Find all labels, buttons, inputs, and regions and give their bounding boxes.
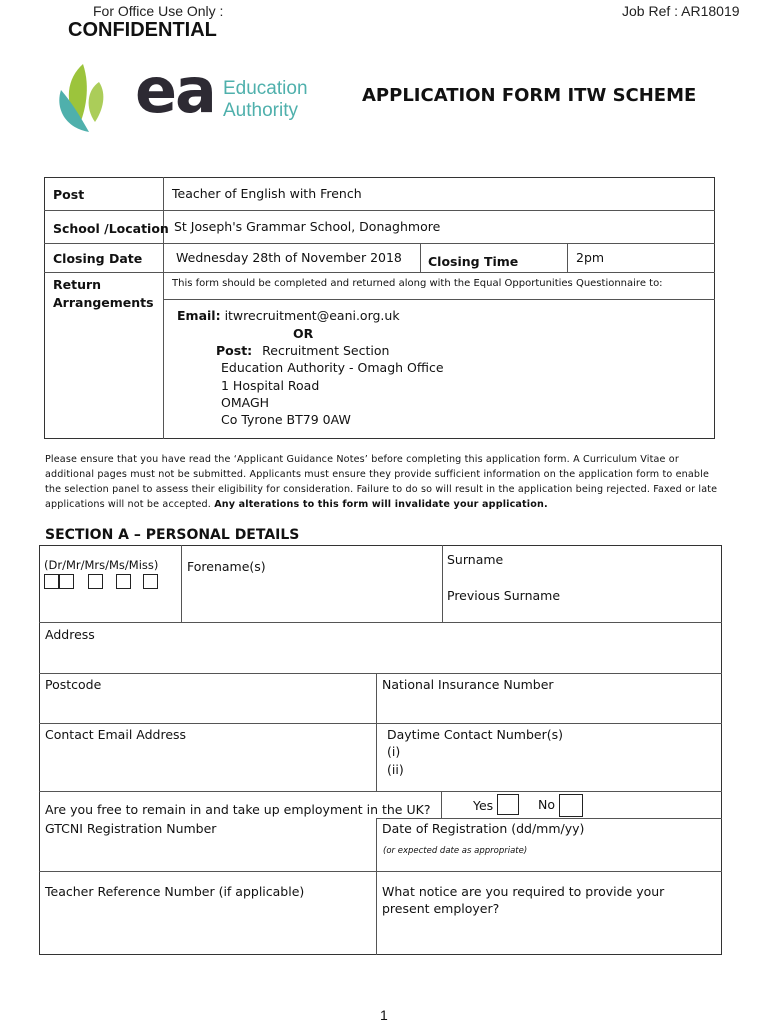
form-title: APPLICATION FORM ITW SCHEME (362, 85, 697, 106)
title-label: (Dr/Mr/Mrs/Ms/Miss) (44, 558, 159, 572)
forename-label: Forename(s) (187, 559, 266, 574)
previous-surname-label: Previous Surname (447, 588, 561, 603)
surname-label: Surname (447, 552, 504, 567)
teacher-reference-label: Teacher Reference Number (if applicable) (45, 884, 305, 899)
return-label-1: Return (53, 277, 102, 292)
post-label: Post (53, 187, 85, 202)
yes-checkbox[interactable] (497, 794, 519, 815)
title-checkbox-dr[interactable] (44, 574, 59, 589)
email-label: Email: (177, 308, 221, 323)
title-checkbox-mrs[interactable] (88, 574, 103, 589)
closing-date-label: Closing Date (53, 251, 143, 266)
return-label-2: Arrangements (53, 295, 154, 310)
logo-line1: Education (223, 78, 308, 99)
school-label: School /Location (53, 221, 169, 236)
address-line-4: OMAGH (221, 395, 270, 410)
guidance-notice: Please ensure that you have read the ‘Applicant Guidance Notes’ before completing this application form. A Curriculum Vitae or additional pages must not be submitted. Applicants must ensure they provide sufficient information on the application form to enable the selection panel to assess their eligibility for consideration. Failure to do so will result in the application being rejected. Faxed or late applications will not be accepted. Any alterations to this form will invalidate your application. (45, 454, 718, 510)
or-label: OR (293, 326, 314, 341)
return-note: This form should be completed and returned along with the Equal Opportunities Questionnaire to: (172, 278, 663, 289)
page-number: 1 (380, 1007, 388, 1023)
address-label: Address (45, 627, 95, 642)
section-a-heading: SECTION A – PERSONAL DETAILS (45, 527, 300, 543)
email-value[interactable]: itwrecruitment@eani.org.uk (224, 308, 400, 323)
notice-period-question-1: What notice are you required to provide your (382, 884, 665, 899)
logo-letters: ea (135, 54, 215, 127)
daytime-number-ii: (ii) (387, 762, 404, 777)
title-checkboxes (44, 573, 164, 591)
uk-employment-question: Are you free to remain in and take up employment in the UK? (45, 802, 431, 817)
job-ref: Job Ref : AR18019 (622, 3, 740, 19)
notice-period-question-2: present employer? (382, 901, 500, 916)
post-address-label: Post: (216, 343, 253, 358)
contact-email-label: Contact Email Address (45, 727, 187, 742)
title-checkbox-ms[interactable] (116, 574, 131, 589)
logo-line2: Authority (223, 100, 298, 121)
ni-number-label: National Insurance Number (382, 677, 554, 692)
address-line-3: 1 Hospital Road (221, 378, 320, 393)
leaf-icon (55, 60, 145, 135)
ea-logo (55, 54, 335, 135)
yes-label: Yes (473, 798, 494, 813)
address-line-1: Recruitment Section (262, 343, 390, 358)
no-label: No (538, 797, 555, 812)
title-checkbox-miss[interactable] (143, 574, 158, 589)
closing-time-label: Closing Time (428, 254, 519, 269)
post-value: Teacher of English with French (172, 186, 362, 201)
closing-time-value: 2pm (576, 250, 605, 265)
school-value: St Joseph's Grammar School, Donaghmore (174, 219, 441, 234)
daytime-number-label: Daytime Contact Number(s) (387, 727, 563, 742)
gtcni-label: GTCNI Registration Number (45, 821, 217, 836)
title-checkbox-mr[interactable] (59, 574, 74, 589)
closing-date-value: Wednesday 28th of November 2018 (176, 250, 402, 265)
address-line-5: Co Tyrone BT79 0AW (221, 412, 351, 427)
registration-date-label: Date of Registration (dd/mm/yy) (382, 821, 585, 836)
confidential-label: CONFIDENTIAL (68, 19, 217, 41)
no-checkbox[interactable] (559, 794, 583, 817)
daytime-number-i: (i) (387, 744, 401, 759)
registration-date-note: (or expected date as appropriate) (383, 846, 528, 856)
address-line-2: Education Authority - Omagh Office (221, 360, 444, 375)
postcode-label: Postcode (45, 677, 102, 692)
office-use-label: For Office Use Only : (93, 3, 224, 19)
